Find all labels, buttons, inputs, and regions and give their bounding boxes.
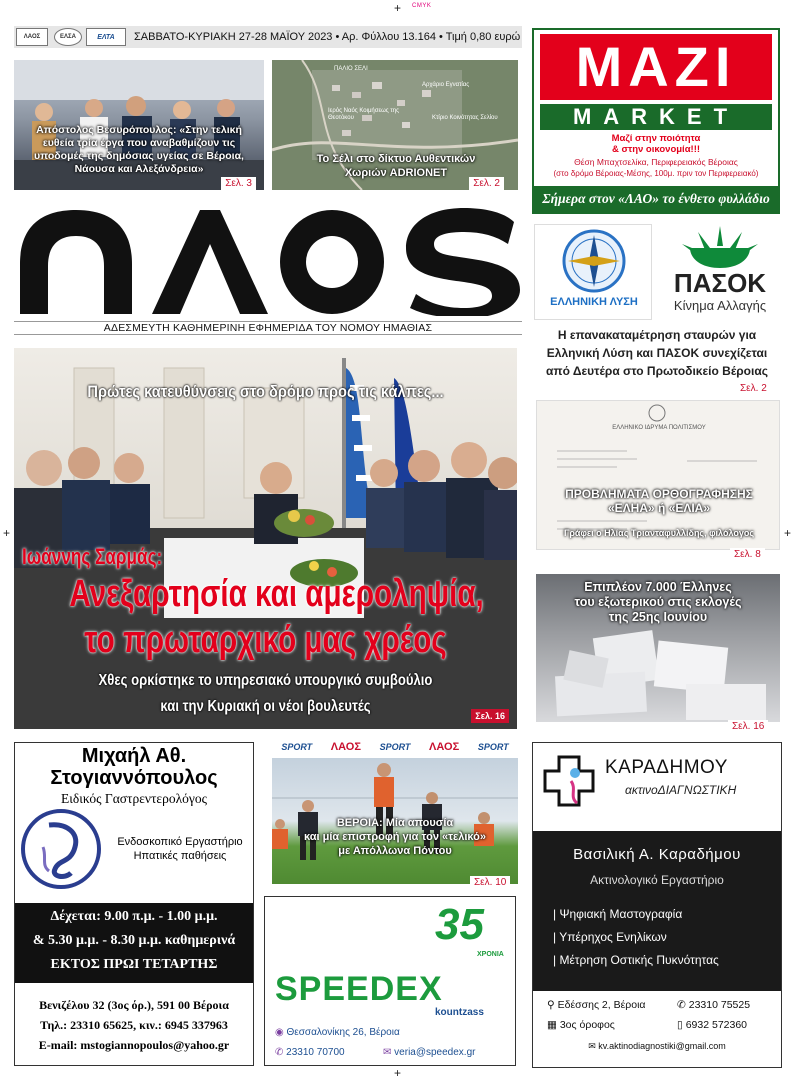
main-sub-1: Χθες ορκίστηκε το υπηρεσιακό υπουργικό συμβούλιο [98,672,433,689]
compass-icon [535,227,653,297]
karadimou-phone1: 23310 75525 [688,999,751,1011]
spelling-title: ΠΡΟΒΛΗΜΑΤΑ ΟΡΘΟΓΡΑΦΗΣΗΣ [565,487,753,501]
elsa-seal-logo: ΕΛΣΑ [54,28,82,46]
dateline: ΣΑΒΒΑΤΟ-ΚΥΡΙΑΚΗ 27-28 ΜΑΪΟΥ 2023 • Αρ. Φύλλου 13.164 • Τιμή 0,80 ευρώ [134,31,521,43]
karadimou-sub: ακτινοΔΙΑΓΝΩΣΤΙΚΗ [625,783,737,797]
speedex-sub: kountzass [435,1007,484,1018]
voters-headline: Επιπλέον 7.000 Έλληνες [584,580,732,594]
teaser-photo-seli[interactable] [272,60,518,190]
lab-name: Ακτινολογικό Εργαστήριο [590,873,724,887]
elliniki-lysi-logo [534,224,652,320]
service-list [553,903,781,972]
spelling-article[interactable] [536,400,780,550]
mazi-insert-note: Σήμερα στον «ΛΑΟ» το ένθετο φυλλάδιο [534,186,778,212]
doctor-service: Ηπατικές παθήσεις [133,850,227,862]
sport-headline: με Απόλλωνα Πόντου [338,845,452,857]
doctor-service: Ενδοσκοπικό Εργαστήριο [117,836,243,848]
main-headline-1: Ανεξαρτησία και αμεροληψία, [69,573,484,615]
speedex-ad[interactable] [264,896,516,1066]
mazi-market-ad[interactable] [532,28,780,214]
dateline-bar [14,26,522,48]
pasok-text: ΠΑΣΟΚ [673,268,767,298]
laos-small-logo: ΛΑΟΣ [16,28,48,46]
location-icon: ◉ [275,1027,284,1038]
speedex-brand: SPEEDEX [275,970,443,1008]
doctor-name: Βασιλική Α. Καραδήμου [573,846,741,863]
sport-label: SPORT [477,742,509,752]
sport-label: SPORT [379,742,411,752]
page-ref: Σελ. 8 [730,548,765,561]
phone-icon: ✆ [275,1047,284,1058]
masthead-logo [14,204,522,316]
mobile-icon: ▯ [677,1019,683,1031]
page-ref: Σελ. 2 [736,382,771,395]
spelling-author: Γράφει ο Ηλίας Τριανταφυλλίδης, φιλόλογος [563,528,755,538]
doctor-address: Βενιζέλου 32 (3ος όρ.), 591 00 Βέροια [39,998,229,1012]
main-headline-2: το πρωταρχικό μας χρέος [84,619,447,661]
speedex-email-row[interactable] [383,1047,475,1058]
pasok-subtext: Κίνημα Αλλαγής [673,298,767,313]
doctor-name: Μιχαήλ Αθ. [81,745,187,767]
main-sub-2: και την Κυριακή οι νέοι βουλευτές [160,698,371,715]
registration-mark: + [3,526,11,540]
hours-line: Δέχεται: 9.00 π.μ. - 1.00 μ.μ. [50,909,218,924]
mail-icon: ✉ [383,1047,392,1058]
map-label: ΠΑΛΙΟ ΣΕΛΙ [334,66,368,72]
page-ref: Σελ. 10 [470,876,510,889]
teaser-headline: Απόστολος Βεσυρόπουλος: «Στην τελική ευθεία τρία έργα που αναβαθμίζουν τις υποδομές της δημόσιας υγείας σε Βέροια, Νάουσα και Αλεξάνδρεια» [34,124,244,175]
pasok-logo [660,224,780,320]
voters-headline: του εξωτερικού στις εκλογές [574,595,742,609]
hours-line: & 5.30 μ.μ. - 8.30 μ.μ. καθημερινά [32,933,236,948]
mazi-tagline: Μαζί στην ποιότητα [611,133,701,144]
doctor-hours [15,903,253,983]
karadimou-phone2: 6932 572360 [685,1019,748,1031]
speedex-address-row [275,1027,400,1038]
speedex-phone-row [275,1047,345,1058]
doctor-ad[interactable] [14,742,254,1066]
laos-label: ΛΑΟΣ [330,741,361,753]
voters-article[interactable] [536,574,780,722]
service-item: | Ψηφιακή Μαστογραφία [553,907,683,921]
recount-headline[interactable]: Η επανακαταμέτρηση σταυρών για Ελληνική Λύση και ΠΑΣΟΚ συνεχίζεται από Δευτέρα στο Πρωτοδικείο Βέροιας [546,328,768,378]
page-ref: Σελ. 2 [469,177,504,190]
voters-headline: της 25ης Ιουνίου [608,610,708,624]
speedex-email: veria@speedex.gr [394,1047,476,1058]
service-item: | Υπέρηχος Ενηλίκων [553,930,667,944]
sport-headline: και μία επιστροφή για τον «τελικό» [303,831,487,843]
sport-headline: ΒΕΡΟΙΑ: Μία απουσία [336,817,454,829]
anniversary-number: 35 [435,900,484,949]
hours-line: ΕΚΤΟΣ ΠΡΩΙ ΤΕΤΑΡΤΗΣ [50,957,218,972]
location-icon: ⚲ [547,999,555,1011]
sport-label: SPORT [281,742,313,752]
mazi-address: (στο δρόμο Βέροιας-Μέσης, 100μ. πριν τον Περιφερειακό) [553,169,759,178]
teaser-headline: Το Σέλι στο δίκτυο Αυθεντικών Χωριών ADRIONET [316,153,476,179]
karadimou-brand: ΚΑΡΑΔΗΜΟΥ [605,757,728,778]
page-ref: Σελ. 3 [221,177,256,190]
masthead-title: ΛΑΟΣ [14,204,17,205]
registration-mark: + [394,1066,402,1080]
doctor-name: Στογιαννόπουλος [50,767,218,789]
address-row [547,999,646,1011]
service-item: | Μέτρηση Οστικής Πυκνότητας [553,953,719,967]
masthead-subtitle: ΑΔΕΣΜΕΥΤΗ ΚΑΘΗΜΕΡΙΝΗ ΕΦΗΜΕΡΙΔΑ ΤΟΥ ΝΟΜΟΥ ΗΜΑΘΙΑΣ [14,321,522,335]
market-brand: MARKET [540,104,772,130]
registration-mark: + [394,1,402,15]
phone-row [677,999,750,1011]
sun-icon [660,224,780,270]
sport-article[interactable] [272,758,518,884]
speedex-phone: 23310 70700 [286,1047,345,1058]
mazi-address: Θέση Μπαχτσελίκα, Περιφερειακός Βέροιας [574,157,738,167]
karadimou-address: Εδέσσης 2, Βέροια [557,999,646,1011]
phone-icon: ✆ [677,999,686,1011]
cmyk-mark: CMYK [412,3,432,9]
doc-header: ΕΛΛΗΝΙΚΟ ΙΔΡΥΜΑ ΠΟΛΙΤΙΣΜΟΥ [612,425,706,431]
floor-icon: ▦ [547,1019,557,1031]
mazi-brand: ΜΑΖΙ [540,34,772,100]
page-ref: Σελ. 16 [471,709,509,723]
mazi-tagline: & στην οικονομία!!! [611,144,701,155]
email-row[interactable] [533,1041,781,1052]
map-label: Αρχάριο Εγνατίας [422,82,470,88]
laos-label: ΛΑΟΣ [429,741,460,753]
doctor-phone: Τηλ.: 23310 65625, κιν.: 6945 337963 [40,1018,228,1032]
karadimou-info [533,831,781,991]
anniversary-years: ΧΡΟΝΙΑ [477,951,504,958]
karadimou-email: kv.aktinodiagnostiki@gmail.com [598,1041,726,1051]
speedex-address: Θεσσαλονίκης 26, Βέροια [286,1027,400,1038]
page-ref: Σελ. 16 [728,720,768,733]
doctor-email[interactable]: E-mail: mstogiannopoulos@yahoo.gr [38,1038,230,1052]
map-label: Κτίριο Κοινότητας Σελίου [432,115,498,121]
medical-cross-icon [541,753,597,809]
main-story[interactable] [14,348,517,729]
karadimou-floor: 3ος όροφος [559,1019,615,1031]
main-kicker: Πρώτες κατευθύνσεις στο δρόμο προς τις κάλπες... [87,382,444,401]
floor-row [547,1019,615,1031]
doctor-specialty: Ειδικός Γαστρεντερολόγος [61,791,207,806]
sport-band [272,740,518,754]
spelling-title: «ΕΛΗΑ» ή «ΕΛΙΑ» [607,501,711,515]
main-name: Ιωάννης Σαρμάς: [22,544,163,569]
stomach-icon [19,807,103,891]
elta-logo: ΕΛΤΑ [86,28,126,46]
teaser-photo-health[interactable] [14,60,264,190]
mobile-row [677,1019,747,1031]
map-label: Ιερός Ναός Κοιμήσεως της Θεοτόκου [328,108,399,121]
mail-icon: ✉ [588,1041,596,1051]
karadimou-ad[interactable] [532,742,782,1068]
elliniki-lysi-text: ΕΛΛΗΝΙΚΗ ΛΥΣΗ [550,296,638,308]
registration-mark: + [784,526,792,540]
